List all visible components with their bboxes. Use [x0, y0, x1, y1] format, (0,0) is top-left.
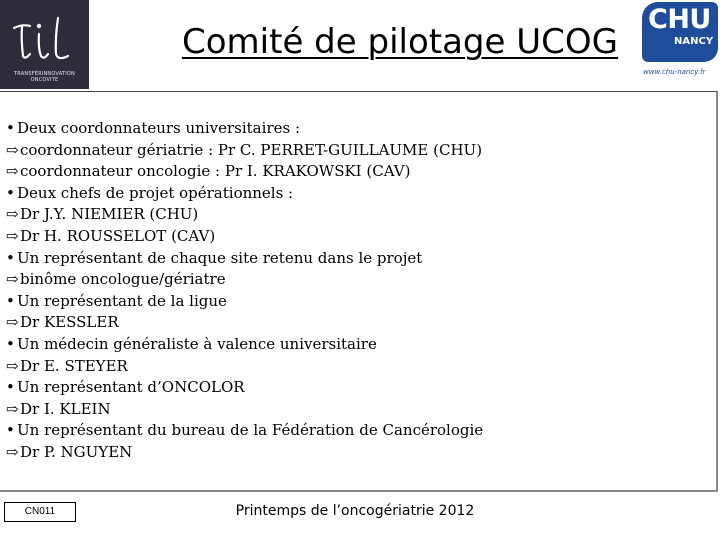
list-item-text: Dr I. KLEIN: [20, 399, 111, 418]
arrow-right-icon: ⇨: [6, 226, 19, 245]
til-logo: [0, 0, 89, 89]
arrow-right-icon: ⇨: [6, 205, 19, 224]
list-item-sub: [6, 356, 483, 378]
arrow-right-icon: ⇨: [6, 270, 19, 289]
arrow-right-icon: ⇨: [6, 356, 19, 375]
arrow-right-icon: ⇨: [6, 162, 19, 181]
til-logo-tagline: TRANSFÉRINNOVATION ONCOVITE: [14, 71, 75, 83]
list-item-text: Deux chefs de projet opérationnels :: [17, 183, 294, 202]
arrow-right-icon: ⇨: [6, 399, 19, 418]
list-item-text: Un représentant de chaque site retenu dans le projet: [17, 248, 423, 267]
bullet-icon: •: [6, 248, 15, 267]
list-item-text: Dr H. ROUSSELOT (CAV): [20, 226, 216, 245]
list-item-heading: [6, 334, 483, 356]
list-item-heading: [6, 248, 483, 270]
bullet-icon: •: [6, 421, 15, 440]
chu-logo-badge: [642, 2, 718, 62]
arrow-right-icon: ⇨: [6, 140, 19, 159]
list-item-heading: [6, 118, 483, 140]
list-item-heading: [6, 183, 483, 205]
list-item-heading: [6, 291, 483, 313]
list-item-text: Un médecin généraliste à valence universitaire: [17, 334, 377, 353]
list-item-text: Dr J.Y. NIEMIER (CHU): [20, 205, 199, 224]
bullet-icon: •: [6, 183, 15, 202]
list-item-text: Un représentant d’ONCOLOR: [17, 378, 245, 397]
list-item-text: Un représentant de la ligue: [17, 291, 227, 310]
arrow-right-icon: ⇨: [6, 313, 19, 332]
list-item-sub: [6, 204, 483, 226]
list-item-sub: [6, 269, 483, 291]
chu-nancy-logo: [640, 0, 720, 82]
list-item-text: binôme oncologue/gériatre: [20, 270, 226, 289]
list-item-text: Dr P. NGUYEN: [20, 442, 133, 461]
list-item-sub: [6, 442, 483, 464]
arrow-right-icon: ⇨: [6, 442, 19, 461]
list-item-sub: [6, 312, 483, 334]
list-item-heading: [6, 377, 483, 399]
chu-logo-url: www.chu-nancy.fr: [643, 68, 706, 76]
list-item-text: Deux coordonnateurs universitaires :: [17, 119, 300, 137]
chu-logo-name: CHU: [648, 4, 711, 35]
bullet-icon: •: [6, 291, 15, 310]
page-title: Comité de pilotage UCOG: [182, 22, 618, 62]
chu-logo-subtitle: NANCY: [674, 36, 714, 47]
bullet-icon: •: [6, 119, 15, 137]
slide-code-badge: CN011: [4, 502, 76, 522]
list-item-sub: [6, 226, 483, 248]
committee-member-list: [6, 118, 483, 464]
bullet-icon: •: [6, 334, 15, 353]
footer-caption: Printemps de l’oncogériatrie 2012: [235, 503, 475, 519]
list-item-text: Dr E. STEYER: [20, 356, 128, 375]
list-item-text: coordonnateur gériatrie : Pr C. PERRET-GUILLAUME (CHU): [20, 140, 483, 159]
list-item-text: Dr KESSLER: [20, 313, 119, 332]
list-item-sub: [6, 140, 483, 162]
list-item-sub: [6, 161, 483, 183]
list-item-sub: [6, 399, 483, 421]
bullet-icon: •: [6, 378, 15, 397]
list-item-heading: [6, 420, 483, 442]
list-item-text: Un représentant du bureau de la Fédération de Cancérologie: [17, 421, 484, 440]
til-logo-mark-icon: [8, 14, 80, 62]
list-item-text: coordonnateur oncologie : Pr I. KRAKOWSKI (CAV): [20, 162, 411, 181]
